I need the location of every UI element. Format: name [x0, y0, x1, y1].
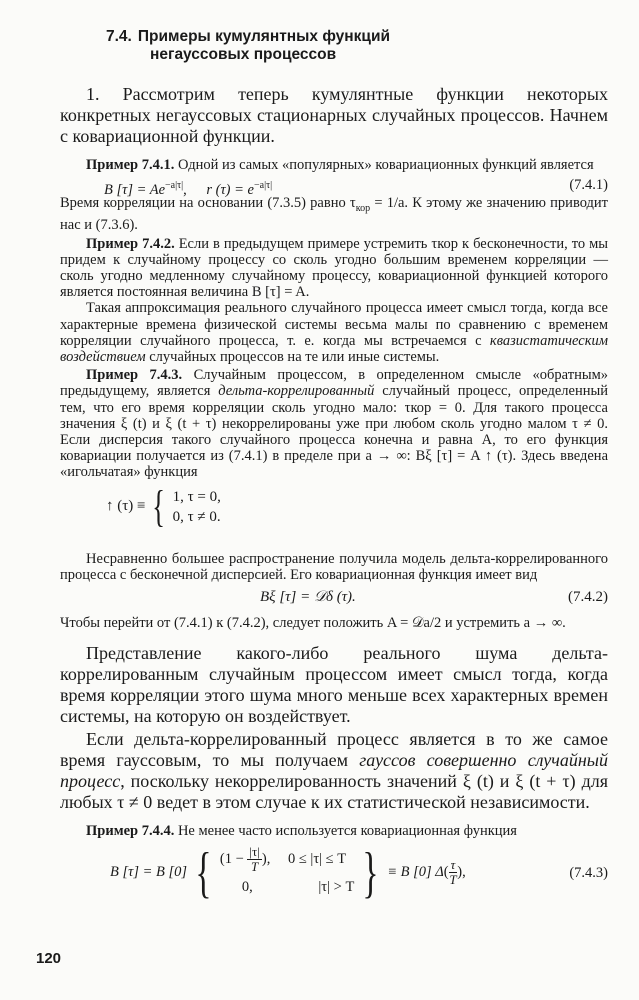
triangle-case-1-end: ), — [261, 851, 271, 868]
example-label: Пример 7.4.1. — [86, 157, 175, 173]
example-7-4-3 — [60, 367, 608, 480]
triangle-equation-rhs: ≡ B [0] Δ — [387, 864, 444, 881]
example-text: Если в предыдущем примере устремить τкор к бесконечности, то мы придем к случайному процессу со сколь угодно большим временем корреляции — сколь угодно медленному случайному процессу, ковариационной функцией которого является постоянная величина B [τ] = A. — [60, 235, 609, 301]
equation-number: (7.4.2) — [568, 588, 608, 605]
approximation-paragraph — [60, 300, 608, 365]
page — [60, 28, 608, 905]
example-label: Пример 7.4.2. — [86, 235, 175, 252]
equation-right: r (τ) = e — [206, 182, 254, 199]
equation-7-4-2 — [60, 589, 608, 607]
equation-left: B [τ] = Ae — [104, 182, 166, 199]
needle-function-equation — [60, 481, 608, 533]
triangle-case-1-condition: 0 ≤ |τ| ≤ T — [287, 851, 347, 868]
section-heading — [106, 28, 608, 64]
equation-body: Bξ [τ] = 𝒟δ (τ). — [260, 588, 356, 605]
example-label: Пример 7.4.3. — [86, 367, 183, 384]
example-7-4-2 — [60, 236, 608, 301]
gaussian-text-1: Если дельта-коррелированный процесс является в то же самое время гауссовым, то мы получаем — [60, 729, 608, 771]
example-text-2: случайный процесс, определенный тем, что его время корреляции сколь угодно мало: τкор = 0. Для такого процесса значения ξ (t) и ξ (t + τ) некоррелированы уже при любом сколь угодно малом τ ≠ 0. Если дисперсия такого случайного процесса конечна и равна A, то его функция ковариации получается из (7.4.1) в пределе при a → ∞: Bξ [τ] = A ↑ (τ). Здесь введена «игольчатая» функция — [60, 383, 608, 481]
correlation-time-subscript: кор — [355, 203, 371, 215]
gaussian-text-2: , поскольку некоррелированность значений ξ (t) и ξ (t + τ) для любых τ ≠ 0 ведет в этом случае к их статистической независимости. — [60, 771, 608, 813]
equation-7-4-1 — [60, 177, 608, 199]
equation-number: (7.4.1) — [569, 177, 608, 194]
correlation-time-text — [60, 195, 608, 233]
delta-paragraph: Несравненно большее распространение получила модель дельта-коррелированного процесса с бесконечной дисперсией. Его ковариационная функция имеет вид — [60, 550, 608, 583]
triangle-case-1-start: (1 − — [219, 851, 244, 868]
example-label: Пример 7.4.4. — [86, 823, 175, 840]
needle-function-lhs: ↑ (τ) ≡ — [106, 498, 146, 515]
equation-separator: , — [183, 182, 187, 199]
fraction-denominator: T — [449, 872, 457, 888]
fraction-denominator: T — [251, 859, 259, 875]
left-brace: { — [152, 481, 166, 531]
gaussian-italic: гауссов совершенно случайный процесс — [60, 750, 608, 792]
needle-case-1: 1, τ = 0, — [172, 488, 221, 505]
equation-left-exponent: −a|τ| — [165, 180, 184, 192]
right-brace: } — [362, 841, 379, 904]
intro-paragraph: 1. Рассмотрим теперь кумулянтные функции некоторых конкретных негауссовых стационарных случайных процессов. Начнем с ковариационной функции. — [60, 84, 608, 146]
correlation-time-suffix: = 1/a. К этому же значению приводит нас и (7.3.6). — [60, 195, 608, 234]
fraction — [449, 858, 458, 887]
approximation-italic: квазистатическим воздействием — [60, 332, 608, 365]
representation-paragraph: Представление какого-либо реального шума дельта-коррелированным случайным процессом имеет смысл тогда, когда время корреляции этого шума много меньше всех характерных времен системы, на которую он воздействует. — [60, 643, 608, 727]
delta-transition-text: Чтобы перейти от (7.4.1) к (7.4.2), следует положить A = 𝒟a/2 и устремить a → ∞. — [60, 614, 566, 631]
triangle-case-2-value: 0, — [241, 879, 253, 896]
correlation-time-prefix: Время корреляции на основании (7.3.5) равно τ — [60, 195, 356, 212]
left-brace: { — [195, 841, 212, 904]
fraction — [247, 845, 261, 874]
page-number: 120 — [36, 950, 62, 967]
triangle-equation-lhs: B [τ] = B [0] — [110, 864, 188, 881]
example-text: Не менее часто используется ковариационная функция — [177, 823, 517, 840]
fraction-numerator: τ — [450, 857, 456, 873]
needle-case-2: 0, τ ≠ 0. — [172, 508, 221, 525]
equation-7-4-3: B [τ] = B [0] { (1 − $\frac{|\tau|}{T}$ ), 0 ≤ |τ| ≤ T 0, |τ| > T } ≡ B [0] Δ ( $\frac{\tau}{T}$ ), (7.4.3) — [110, 841, 608, 904]
triangle-case-2-condition: |τ| > T — [318, 879, 355, 896]
gaussian-paragraph — [60, 729, 608, 813]
equation-number: (7.4.3) — [569, 865, 608, 882]
equation-right-exponent: −a|τ| — [253, 180, 273, 192]
section-title-line2: негауссовых процессов — [150, 46, 337, 63]
approximation-text-2: случайных процессов на те или иные системы. — [145, 348, 440, 365]
section-number: 7.4. — [106, 28, 132, 45]
approximation-text-1: Такая аппроксимация реального случайного процесса имеет смысл тогда, когда все характерные времена физической системы весьма малы по сравнению с временем корреляции случайного процесса, т. е. когда мы встречаемся с — [60, 300, 608, 349]
fraction-numerator: |τ| — [249, 844, 260, 860]
example-text: Одной из самых «популярных» ковариационных функций является — [177, 157, 594, 173]
section-title-line1: Примеры кумулянтных функций — [137, 28, 390, 45]
example-italic: дельта-коррелированный — [218, 383, 375, 400]
example-7-4-4 — [60, 823, 608, 839]
example-text-1: Случайным процессом, в определенном смысле «обратным» предыдущему, является — [60, 367, 608, 400]
example-7-4-1 — [60, 157, 608, 173]
